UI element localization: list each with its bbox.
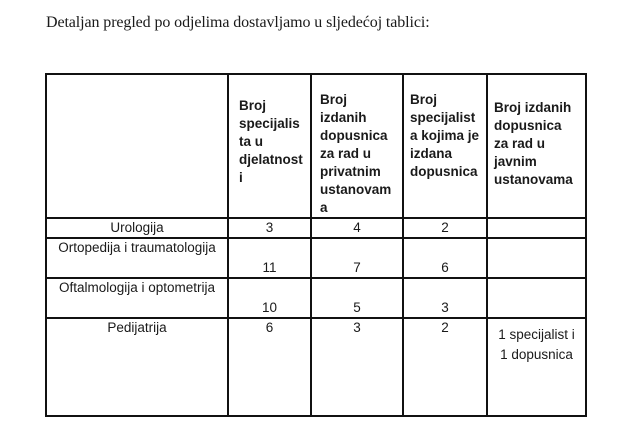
header-public-permits: Broj izdanih dopusnica za rad u javnim ustanovama (487, 74, 586, 218)
header-empty-cell (46, 74, 228, 218)
department-name: Pedijatrija (46, 318, 228, 416)
department-table (45, 73, 587, 417)
private-permits-count: 3 (311, 318, 403, 416)
header-private-permits: Broj izdanih dopusnica za rad u privatnim ustanovama (311, 74, 403, 218)
department-name: Ortopedija i traumatologija (46, 238, 228, 278)
specialists-with-permit-count: 6 (403, 238, 487, 278)
table-header-row (46, 74, 586, 218)
table-row (46, 218, 586, 238)
department-name: Urologija (46, 218, 228, 238)
public-permits-value (487, 218, 586, 238)
public-permits-value (487, 278, 586, 318)
specialists-count: 3 (228, 218, 311, 238)
table-row (46, 238, 586, 278)
table-row (46, 278, 586, 318)
specialists-count: 11 (228, 238, 311, 278)
specialists-with-permit-count: 2 (403, 218, 487, 238)
specialists-with-permit-count: 3 (403, 278, 487, 318)
header-specialists-with-permit: Broj specijalista kojima je izdana dopusnica (403, 74, 487, 218)
specialists-count: 10 (228, 278, 311, 318)
private-permits-count: 4 (311, 218, 403, 238)
private-permits-count: 5 (311, 278, 403, 318)
public-permits-value: 1 specijalist i 1 dopusnica (487, 318, 586, 416)
public-permits-value (487, 238, 586, 278)
intro-text: Detaljan pregled po odjelima dostavljamo u sljedećoj tablici: (46, 14, 430, 31)
department-name: Oftalmologija i optometrija (46, 278, 228, 318)
specialists-count: 6 (228, 318, 311, 416)
private-permits-count: 7 (311, 238, 403, 278)
specialists-with-permit-count: 2 (403, 318, 487, 416)
header-specialists: Broj specijalista u djelatnosti (228, 74, 311, 218)
table-row (46, 318, 586, 416)
